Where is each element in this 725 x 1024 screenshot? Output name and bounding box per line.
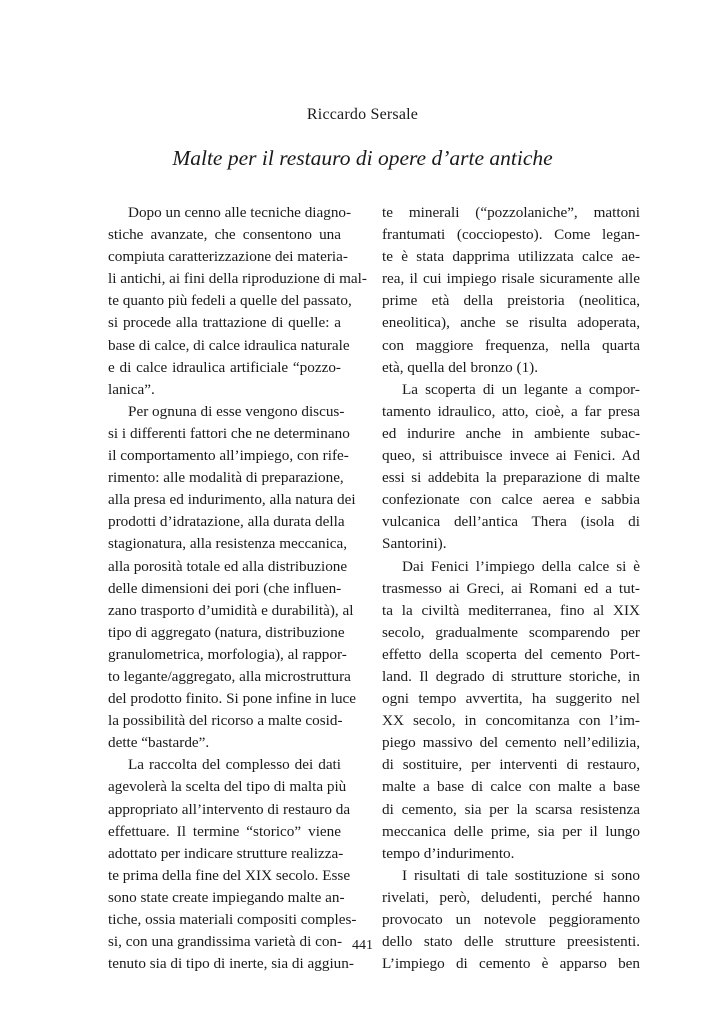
text-line: effettuare. Il termine “storico” viene bbox=[108, 822, 341, 840]
text-line: meccanica delle prime, sia per il lungo bbox=[382, 822, 640, 840]
author-name: Riccardo Sersale bbox=[306, 106, 419, 123]
text-line: Dai Fenici l’impiego della calce si è bbox=[402, 557, 640, 575]
text-line: con maggiore frequenza, nella quarta bbox=[382, 336, 640, 354]
text-line: alla presa ed indurimento, alla natura dei bbox=[108, 491, 356, 509]
text-line: frantumati (cocciopesto). Come legan- bbox=[382, 226, 640, 244]
text-line: Per ognuna di esse vengono discus- bbox=[128, 402, 345, 420]
text-line: dette “bastarde”. bbox=[108, 734, 210, 752]
text-line: tiche, ossia materiali compositi comples- bbox=[108, 911, 357, 928]
text-line: dello stato delle strutture preesistenti. bbox=[382, 933, 640, 951]
text-line: delle dimensioni dei pori (che influen- bbox=[108, 579, 342, 597]
text-line: prime età della preistoria (neolitica, bbox=[382, 292, 640, 310]
text-line: agevolerà la scelta del tipo di malta più bbox=[108, 778, 347, 796]
text-line: effetto della scoperta del cemento Port- bbox=[382, 645, 640, 663]
text-line: malte a base di calce con malte a base bbox=[382, 778, 640, 796]
text-line: e di calce idraulica artificiale “pozzo- bbox=[108, 358, 341, 376]
article-title: Malte per il restauro di opere d’arte antiche bbox=[172, 146, 553, 170]
text-line: confezionate con calce aerea e sabbia bbox=[382, 491, 640, 509]
text-line: ogni tempo avvertita, ha suggerito nel bbox=[382, 690, 640, 708]
text-line: di sostituire, per interventi di restauro, bbox=[382, 756, 640, 774]
text-line: stiche avanzate, che consentono una bbox=[108, 226, 341, 244]
text-line: essi si addebita la preparazione di malte bbox=[382, 469, 640, 487]
text-line: il comportamento all’impiego, con rife- bbox=[108, 447, 349, 465]
text-line: adottato per indicare strutture realizza- bbox=[108, 844, 344, 862]
text-line: la possibilità del ricorso a malte cosid- bbox=[108, 712, 343, 730]
text-line: eneolitica), anche se risulta adoperata, bbox=[382, 314, 640, 332]
text-line: XX secolo, in concomitanza con l’im- bbox=[382, 712, 640, 730]
text-line: I risultati di tale sostituzione si sono bbox=[402, 866, 640, 884]
text-line: te quanto più fedeli a quelle del passato, bbox=[108, 292, 352, 310]
text-line: tamento idraulico, atto, cioè, a far presa bbox=[382, 402, 640, 420]
text-line: tipo di aggregato (natura, distribuzione bbox=[108, 623, 345, 641]
text-line: trasmesso ai Greci, ai Romani ed a tut- bbox=[382, 579, 640, 597]
text-line: Santorini). bbox=[382, 535, 447, 553]
text-line: land. Il degrado di strutture storiche, in bbox=[382, 667, 640, 685]
text-line: si i differenti fattori che ne determinano bbox=[108, 424, 350, 442]
text-line: secolo, gradualmente scomparendo per bbox=[382, 623, 640, 641]
text-line: età, quella del bronzo (1). bbox=[382, 358, 539, 376]
right-column bbox=[382, 202, 640, 975]
text-line: L’impiego di cemento è apparso ben bbox=[382, 955, 640, 973]
text-line: te minerali (“pozzolaniche”, mattoni bbox=[382, 204, 640, 221]
text-line: lanica”. bbox=[108, 380, 155, 398]
text-line: compiuta caratterizzazione dei materia- bbox=[108, 248, 348, 266]
text-line: vulcanica dell’antica Thera (isola di bbox=[382, 513, 640, 531]
text-line: tenuto sia di tipo di inerte, sia di aggiun- bbox=[108, 955, 354, 973]
text-line: stagionatura, alla resistenza meccanica, bbox=[108, 535, 348, 553]
text-line: rivelati, però, deludenti, perché hanno bbox=[382, 888, 640, 906]
text-line: li antichi, ai fini della riproduzione di mal- bbox=[108, 270, 367, 288]
text-line: granulometrica, morfologia), al rappor- bbox=[108, 645, 347, 663]
text-line: piego massivo del cemento nell’edilizia, bbox=[382, 734, 640, 752]
text-line: rea, il cui impiego risale sicuramente alle bbox=[382, 270, 640, 288]
text-line: to legante/aggregato, alla microstruttura bbox=[108, 667, 351, 685]
text-line: queo, si attribuisce invece ai Fenici. Ad bbox=[382, 447, 640, 465]
text-line: ta la civiltà mediterranea, fino al XIX bbox=[382, 601, 640, 619]
text-line: ed indurire anche in ambiente subac- bbox=[382, 424, 640, 442]
text-line: zano trasporto d’umidità e durabilità), al bbox=[108, 601, 354, 619]
text-line: alla porosità totale ed alla distribuzione bbox=[108, 557, 348, 575]
text-line: provocato un notevole peggioramento bbox=[382, 911, 640, 928]
text-line: tempo d’indurimento. bbox=[382, 844, 515, 862]
text-line: La scoperta di un legante a compor- bbox=[402, 380, 640, 398]
text-line: del prodotto finito. Si pone infine in luce bbox=[108, 690, 357, 708]
text-line: sono state create impiegando malte an- bbox=[108, 888, 345, 906]
text-line: Dopo un cenno alle tecniche diagno- bbox=[128, 204, 352, 221]
text-line: appropriato all’intervento di restauro da bbox=[108, 800, 351, 818]
text-line: base di calce, di calce idraulica naturale bbox=[108, 336, 350, 354]
text-line: te prima della fine del XIX secolo. Esse bbox=[108, 866, 351, 884]
text-line: prodotti d’idratazione, alla durata della bbox=[108, 513, 345, 531]
text-line: te è stata dapprima utilizzata calce ae- bbox=[382, 248, 640, 266]
page-number: 441 bbox=[352, 938, 373, 953]
text-line: La raccolta del complesso dei dati bbox=[128, 756, 341, 774]
text-line: si procede alla trattazione di quelle: a bbox=[108, 314, 341, 332]
text-line: si, con una grandissima varietà di con- bbox=[108, 933, 343, 951]
text-line: di cemento, sia per la scarsa resistenza bbox=[382, 800, 640, 818]
text-line: rimento: alle modalità di preparazione, bbox=[108, 469, 344, 487]
